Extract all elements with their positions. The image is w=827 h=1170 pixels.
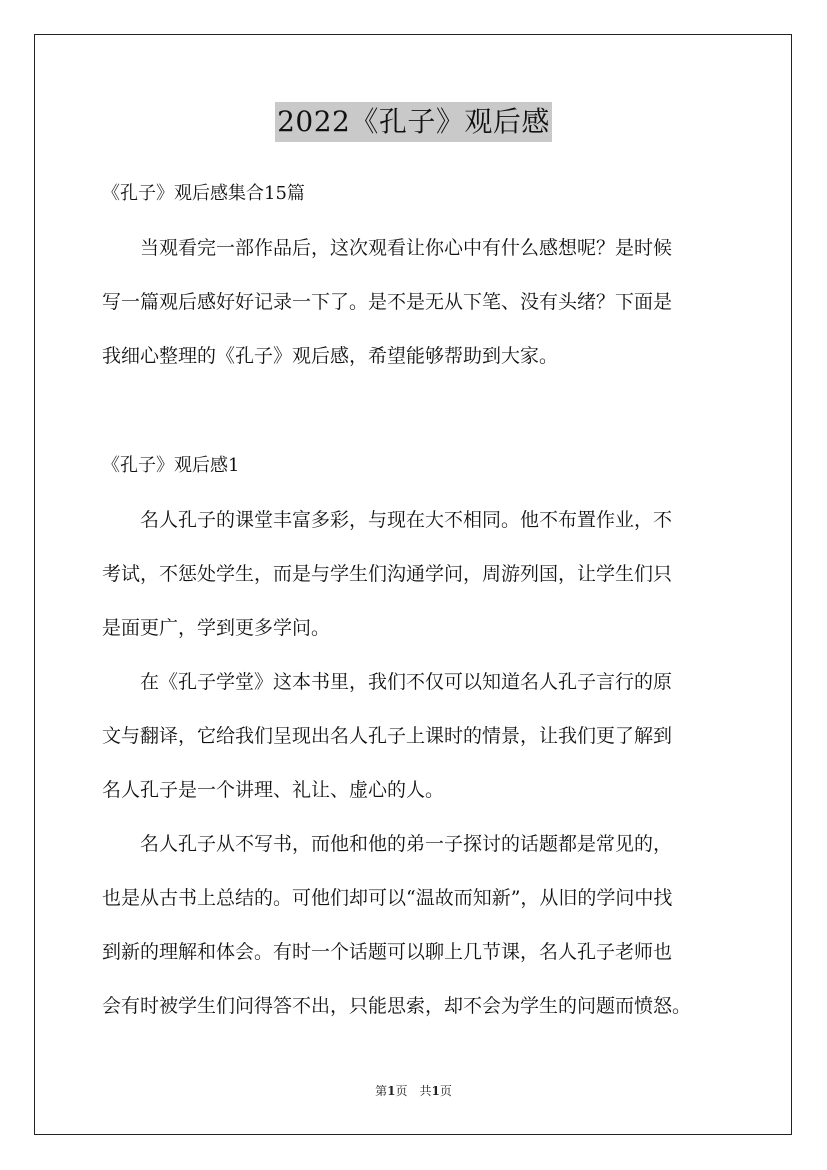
document-title: 2022《孔子》观后感: [275, 102, 552, 142]
intro-line: 写一篇观后感好好记录一下了。是不是无从下笔、没有头绪？下面是: [102, 291, 673, 313]
paragraph-line: 在《孔子学堂》这本书里，我们不仅可以知道名人孔子言行的原: [102, 671, 673, 693]
paragraph-line: 文与翻译，它给我们呈现出名人孔子上课时的情景，让我们更了解到: [102, 725, 673, 747]
page-label-suffix: 页: [439, 1084, 452, 1098]
paragraph-line: 名人孔子的课堂丰富多彩，与现在大不相同。他不布置作业，不: [102, 509, 673, 531]
intro-line: 我细心整理的《孔子》观后感，希望能够帮助到大家。: [102, 345, 559, 367]
page-label-mid: 页 共: [395, 1084, 432, 1098]
page-label-prefix: 第: [375, 1084, 388, 1098]
subtitle: 《孔子》观后感集合15篇: [102, 183, 305, 204]
paragraph-line: 考试，不惩处学生，而是与学生们沟通学问，周游列国，让学生们只: [102, 563, 673, 585]
paragraph-line: 名人孔子从不写书，而他和他的弟一子探讨的话题都是常见的，: [102, 833, 673, 855]
page-number: 1: [387, 1084, 396, 1098]
paragraph-line: 会有时被学生们问得答不出，只能思索，却不会为学生的问题而愤怒。: [102, 995, 692, 1017]
paragraph-line: 是面更广，学到更多学问。: [102, 617, 331, 639]
paragraph-line: 名人孔子是一个讲理、礼让、虚心的人。: [102, 779, 445, 801]
section-heading: 《孔子》观后感1: [102, 455, 240, 476]
page-footer: [0, 1083, 827, 1099]
intro-line: 当观看完一部作品后，这次观看让你心中有什么感想呢？是时候: [102, 237, 673, 259]
paragraph-line: 也是从古书上总结的。可他们却可以“温故而知新”，从旧的学问中找: [102, 887, 673, 909]
title-wrap: [0, 102, 827, 142]
paragraph-line: 到新的理解和体会。有时一个话题可以聊上几节课，名人孔子老师也: [102, 941, 673, 963]
page-total: 1: [431, 1084, 440, 1098]
